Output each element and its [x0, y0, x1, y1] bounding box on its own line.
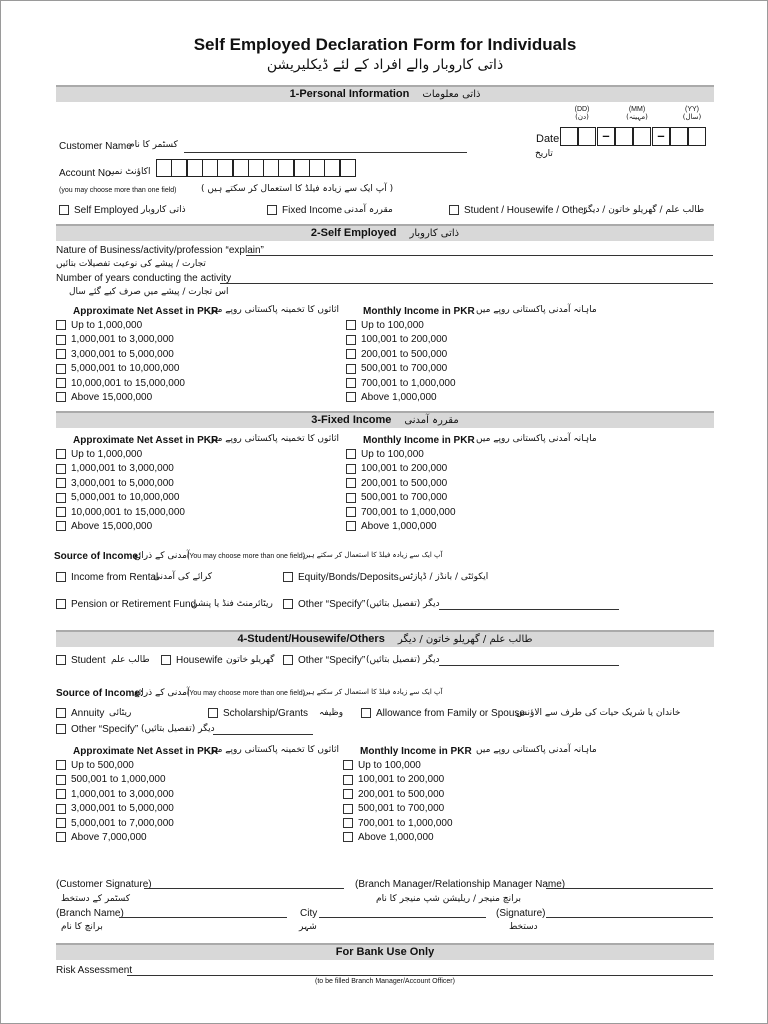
s3-income-title: Monthly Income in PKR [363, 435, 475, 446]
date-label: Date [536, 133, 560, 145]
checkbox[interactable] [346, 493, 356, 503]
checkbox[interactable] [56, 349, 66, 359]
option-label: 100,001 to 200,000 [358, 774, 445, 786]
checkbox[interactable] [56, 804, 66, 814]
risk-assessment-field[interactable] [127, 975, 713, 976]
section-1-header [56, 85, 714, 102]
checkbox[interactable] [56, 775, 66, 785]
income-range-option[interactable] [346, 492, 447, 504]
s3-income-title-urdu: ماہانہ آمدنی پاکستانی روپے میں [476, 434, 597, 444]
date-label-urdu: تاریخ [535, 149, 553, 159]
date-year-label: (YY) (سال) [682, 106, 702, 121]
checkbox[interactable] [56, 507, 66, 517]
option-label: 3,000,001 to 5,000,000 [71, 348, 174, 360]
checkbox[interactable] [346, 507, 356, 517]
date-cell[interactable] [578, 127, 596, 146]
s3-source-label-urdu: آمدنی کے ذرائع [134, 551, 190, 561]
date-cell[interactable] [633, 127, 651, 146]
option-label: 1,000,001 to 3,000,000 [71, 788, 174, 800]
option-label: 200,001 to 500,000 [358, 788, 445, 800]
checkbox[interactable] [56, 478, 66, 488]
section-4-title: 4-Student/Housewife/Others [237, 633, 385, 645]
checkbox[interactable] [56, 708, 66, 718]
customer-signature-urdu: کسٹمر کے دستخط [61, 894, 131, 904]
section-1-title: 1-Personal Information [289, 88, 410, 100]
asset-range-option[interactable] [56, 803, 174, 815]
account-number-cell[interactable] [309, 159, 325, 177]
checkbox[interactable] [56, 364, 66, 374]
checkbox[interactable] [346, 392, 356, 402]
asset-range-option[interactable] [56, 492, 179, 504]
checkbox[interactable] [208, 708, 218, 718]
option-label: 500,001 to 700,000 [358, 803, 445, 815]
date-separator: – [597, 127, 615, 146]
asset-range-option[interactable] [56, 392, 152, 404]
checkbox[interactable] [283, 599, 293, 609]
option-label: Up to 100,000 [361, 449, 424, 460]
bm-name-urdu: برانچ منیجر / ریلیشن شپ منیجر کا نام [376, 894, 522, 904]
s4-source-other[interactable]: Other “Specify” [56, 724, 138, 736]
account-no-label: Account No. [59, 168, 114, 179]
option-label: 500,001 to 1,000,000 [71, 774, 166, 786]
account-number-cell[interactable] [202, 159, 218, 177]
checkbox[interactable] [267, 205, 277, 215]
section-2-header [56, 224, 714, 241]
customer-name-field[interactable] [184, 152, 467, 153]
asset-range-option[interactable] [56, 334, 174, 346]
checkbox[interactable] [56, 572, 66, 582]
date-cell[interactable] [688, 127, 706, 146]
asset-range-option[interactable] [56, 320, 142, 332]
income-range-option[interactable] [346, 449, 424, 461]
checkbox[interactable] [449, 205, 459, 215]
income-range-option[interactable] [343, 789, 444, 801]
checkbox[interactable] [56, 392, 66, 402]
risk-assessment-label: Risk Assessment [56, 965, 133, 976]
asset-range-option[interactable] [56, 832, 147, 844]
checkbox[interactable] [346, 521, 356, 531]
s2-income-title: Monthly Income in PKR [363, 306, 475, 317]
option-self-employed[interactable]: Self Employed [59, 205, 138, 217]
branch-name-urdu: برانچ کا نام [61, 922, 103, 932]
bank-use-header [56, 943, 714, 960]
option-label: Up to 1,000,000 [71, 449, 143, 460]
checkbox[interactable] [343, 789, 353, 799]
option-label: 10,000,001 to 15,000,000 [71, 377, 185, 389]
option-label: 5,000,001 to 10,000,000 [71, 492, 180, 504]
option-label: Above 1,000,000 [361, 392, 437, 403]
checkbox[interactable] [346, 335, 356, 345]
multi-field-note-urdu: ( آپ ایک سے زیادہ فیلڈ کا استعمال کر سکتے ہیں ) [201, 184, 394, 194]
option-label: 700,001 to 1,000,000 [361, 377, 456, 389]
s3-source-pension[interactable]: Pension or Retirement Fund [56, 599, 196, 611]
s4-type-housewife[interactable]: Housewife [161, 655, 223, 667]
section-3-title: 3-Fixed Income [311, 414, 392, 426]
option-student-urdu: طالب علم / گھریلو خاتون / دیگر [583, 205, 705, 215]
asset-range-option[interactable] [56, 789, 174, 801]
option-label: 200,001 to 500,000 [361, 477, 448, 489]
option-label: Up to 100,000 [361, 320, 424, 331]
option-label: 10,000,001 to 15,000,000 [71, 506, 185, 518]
form-title: Self Employed Declaration Form for Individuals [193, 35, 577, 54]
income-range-option[interactable] [346, 478, 447, 490]
section-3-header [56, 411, 714, 428]
account-number-cell[interactable] [340, 159, 356, 177]
option-fixed-income-urdu: مقررہ آمدنی [344, 205, 393, 215]
section-2-title-urdu: ذاتی کاروبار [409, 228, 460, 239]
checkbox[interactable] [343, 832, 353, 842]
checkbox[interactable] [56, 521, 66, 531]
bm-name-label: (Branch Manager/Relationship Manager Name) [355, 879, 566, 890]
section-2-title: 2-Self Employed [310, 227, 397, 239]
income-range-option[interactable] [343, 832, 434, 844]
checkbox[interactable] [56, 789, 66, 799]
option-label: Above 15,000,000 [71, 392, 153, 403]
income-range-option[interactable] [343, 818, 453, 830]
income-range-option[interactable] [346, 334, 447, 346]
s4-type-housewife-urdu: گھریلو خاتون [226, 655, 275, 665]
bm-name-field[interactable] [546, 888, 713, 889]
income-range-option[interactable] [346, 320, 424, 332]
s4-income-title-urdu: ماہانہ آمدنی پاکستانی روپے میں [476, 745, 597, 755]
s4-other-specify-field[interactable] [439, 665, 619, 666]
checkbox[interactable] [56, 818, 66, 828]
customer-signature-field[interactable] [144, 888, 344, 889]
account-number-cell[interactable] [263, 159, 279, 177]
s3-source-pension-urdu: ریٹائرمنٹ فنڈ یا پنشن [191, 599, 273, 609]
customer-signature-label: (Customer Signature) [56, 879, 152, 890]
checkbox[interactable] [346, 320, 356, 330]
account-number-cell[interactable] [156, 159, 172, 177]
income-range-option[interactable] [346, 378, 456, 390]
s3-asset-title: Approximate Net Asset in PKR [73, 435, 219, 446]
s4-asset-title-urdu: اثاثوں کا تخمینہ پاکستانی روپے میں [208, 745, 339, 755]
checkbox[interactable] [343, 804, 353, 814]
option-label: 5,000,001 to 10,000,000 [71, 363, 180, 375]
signature-urdu: دستخط [509, 922, 538, 932]
checkbox[interactable] [56, 493, 66, 503]
form-subtitle-urdu: ذاتی کاروبار والے افراد کے لئے ڈیکلیریشن [266, 57, 504, 73]
checkbox[interactable] [56, 378, 66, 388]
option-student-housewife-other[interactable]: Student / Housewife / Other [449, 205, 587, 217]
option-label: Above 7,000,000 [71, 832, 147, 843]
s4-source-scholarship[interactable]: Scholarship/Grants [208, 708, 308, 720]
option-label: Up to 500,000 [71, 760, 134, 771]
date-separator: – [652, 127, 670, 146]
income-range-option[interactable] [346, 392, 437, 404]
checkbox[interactable] [346, 449, 356, 459]
s4-type-other[interactable]: Other “Specify” [283, 655, 365, 667]
option-label: 500,001 to 700,000 [361, 363, 448, 375]
asset-range-option[interactable] [56, 378, 185, 390]
date-month-label: (MM) (مہینہ) [626, 106, 648, 121]
checkbox[interactable] [56, 760, 66, 770]
option-label: 100,001 to 200,000 [361, 334, 448, 346]
s3-source-note-urdu: آپ ایک سے زیادہ فیلڈ کا استعمال کر سکتے ہیں [303, 551, 443, 559]
date-day-label: (DD) (دن) [574, 106, 590, 121]
option-label: 100,001 to 200,000 [361, 463, 448, 475]
asset-range-option[interactable] [56, 463, 174, 475]
option-label: 500,001 to 700,000 [361, 492, 448, 504]
checkbox[interactable] [361, 708, 371, 718]
asset-range-option[interactable] [56, 363, 179, 375]
s2-asset-title-urdu: اثاثوں کا تخمینہ پاکستانی روپے میں [208, 305, 339, 315]
checkbox[interactable] [343, 818, 353, 828]
multi-field-note: (you may choose more than one field) [59, 187, 177, 194]
signature-field[interactable] [546, 917, 713, 918]
years-activity-label: Number of years conducting the activity [56, 273, 232, 284]
option-fixed-income[interactable]: Fixed Income [267, 205, 342, 217]
income-range-option[interactable] [346, 507, 456, 519]
s3-source-equity[interactable]: Equity/Bonds/Deposits [283, 572, 399, 584]
asset-range-option[interactable] [56, 349, 174, 361]
asset-range-option[interactable] [56, 818, 174, 830]
s3-source-label: Source of Income: [54, 551, 142, 562]
city-label: City [300, 908, 318, 919]
account-number-cell[interactable] [294, 159, 310, 177]
date-cell[interactable] [560, 127, 578, 146]
signature-label: (Signature) [496, 908, 546, 919]
s4-source-note: (You may choose more than one field) [187, 690, 306, 697]
s3-asset-title-urdu: اثاثوں کا تخمینہ پاکستانی روپے میں [208, 434, 339, 444]
income-range-option[interactable] [346, 521, 437, 533]
checkbox[interactable] [56, 724, 66, 734]
section-1-title-urdu: ذاتی معلومات [422, 89, 481, 100]
checkbox[interactable] [346, 378, 356, 388]
s4-source-annuity[interactable]: Annuity [56, 708, 104, 720]
account-number-cell[interactable] [324, 159, 340, 177]
income-range-option[interactable] [343, 803, 444, 815]
s2-income-title-urdu: ماہانہ آمدنی پاکستانی روپے میں [476, 305, 597, 315]
s3-source-other-urdu: دیگر (تفصیل بتائیں) [366, 599, 440, 609]
s4-source-other-urdu: دیگر (تفصیل بتائیں) [141, 724, 215, 734]
s4-source-allowance-urdu: خاندان یا شریک حیات کی طرف سے الاؤنس [516, 708, 681, 718]
option-self-employed-urdu: ذاتی کاروبار [141, 205, 186, 215]
s3-source-other[interactable]: Other “Specify” [283, 599, 365, 611]
checkbox[interactable] [56, 320, 66, 330]
s4-source-label-urdu: آمدنی کے ذرائع [134, 688, 190, 698]
s4-asset-title: Approximate Net Asset in PKR [73, 746, 219, 757]
asset-range-option[interactable] [56, 774, 166, 786]
checkbox[interactable] [346, 364, 356, 374]
s4-source-note-urdu: آپ ایک سے زیادہ فیلڈ کا استعمال کر سکتے ہیں [303, 688, 443, 696]
option-label: 3,000,001 to 5,000,000 [71, 477, 174, 489]
account-number-cell[interactable] [278, 159, 294, 177]
income-range-option[interactable] [343, 774, 444, 786]
s4-source-scholarship-urdu: وظیفہ [319, 708, 344, 718]
income-range-option[interactable] [343, 760, 421, 772]
option-label: 700,001 to 1,000,000 [358, 817, 453, 829]
option-label: Above 15,000,000 [71, 521, 153, 532]
checkbox[interactable] [59, 205, 69, 215]
checkbox[interactable] [343, 760, 353, 770]
checkbox[interactable] [56, 464, 66, 474]
city-field[interactable] [319, 917, 486, 918]
s4-income-title: Monthly Income in PKR [360, 746, 472, 757]
branch-name-label: (Branch Name) [56, 908, 124, 919]
s4-source-annuity-urdu: ریٹائی [109, 708, 132, 718]
checkbox[interactable] [56, 655, 66, 665]
account-number-cell[interactable] [248, 159, 264, 177]
s2-asset-title: Approximate Net Asset in PKR [73, 306, 219, 317]
s3-source-equity-urdu: ایکوئٹی / بانڈز / ڈپازٹس [399, 572, 489, 582]
checkbox[interactable] [343, 775, 353, 785]
checkbox[interactable] [283, 572, 293, 582]
bank-use-title: For Bank Use Only [335, 946, 435, 958]
checkbox[interactable] [56, 449, 66, 459]
checkbox[interactable] [56, 335, 66, 345]
section-4-title-urdu: طالب علم / گھریلو خاتون / دیگر [397, 634, 533, 645]
customer-name-label: Customer Name [59, 141, 132, 152]
account-number-cell[interactable] [217, 159, 233, 177]
checkbox[interactable] [56, 599, 66, 609]
option-label: 3,000,001 to 5,000,000 [71, 803, 174, 815]
s3-source-note: (You may choose more than one field) [187, 553, 306, 560]
option-label: 1,000,001 to 3,000,000 [71, 334, 174, 346]
account-number-cell[interactable] [171, 159, 187, 177]
nature-of-business-urdu: تجارت / پیشے کی نوعیت تفصیلات بتائیں [56, 259, 206, 269]
income-range-option[interactable] [346, 349, 447, 361]
asset-range-option[interactable] [56, 478, 174, 490]
years-activity-field[interactable] [220, 283, 713, 284]
s4-source-other-field[interactable] [213, 734, 313, 735]
checkbox[interactable] [56, 832, 66, 842]
checkbox[interactable] [283, 655, 293, 665]
date-cell[interactable] [615, 127, 633, 146]
account-number-cell[interactable] [187, 159, 203, 177]
nature-of-business-field[interactable] [246, 255, 713, 256]
date-cell[interactable] [670, 127, 688, 146]
asset-range-option[interactable] [56, 760, 134, 772]
s4-source-label: Source of Income: [56, 688, 144, 699]
s3-source-rental[interactable]: Income from Rental [56, 572, 158, 584]
city-urdu: شہر [299, 922, 317, 932]
option-label: Up to 1,000,000 [71, 320, 143, 331]
s4-source-allowance[interactable]: Allowance from Family or Spouse [361, 708, 525, 720]
section-4-header [56, 630, 714, 647]
account-no-label-urdu: اکاؤنٹ نمبر [107, 167, 151, 177]
s3-other-specify-field[interactable] [439, 609, 619, 610]
option-label: 200,001 to 500,000 [361, 348, 448, 360]
asset-range-option[interactable] [56, 449, 142, 461]
option-label: Above 1,000,000 [358, 832, 434, 843]
income-range-option[interactable] [346, 363, 447, 375]
asset-range-option[interactable] [56, 521, 152, 533]
asset-range-option[interactable] [56, 507, 185, 519]
checkbox[interactable] [346, 349, 356, 359]
s3-source-rental-urdu: کرائے کی آمدنی [153, 572, 213, 582]
customer-name-label-urdu: کسٹمر کا نام [129, 140, 178, 150]
s4-type-student[interactable]: Student [56, 655, 105, 667]
bank-use-note: (to be filled Branch Manager/Account Officer) [315, 978, 455, 985]
checkbox[interactable] [161, 655, 171, 665]
s4-type-other-urdu: دیگر (تفصیل بتائیں) [366, 655, 440, 665]
checkbox[interactable] [346, 464, 356, 474]
years-activity-urdu: اس تجارت / پیشے میں صرف کیے گئے سال [69, 287, 229, 297]
option-label: 1,000,001 to 3,000,000 [71, 463, 174, 475]
checkbox[interactable] [346, 478, 356, 488]
account-number-cell[interactable] [233, 159, 249, 177]
section-3-title-urdu: مقررہ آمدنی [404, 415, 459, 426]
s4-type-student-urdu: طالب علم [111, 655, 150, 665]
option-label: 5,000,001 to 7,000,000 [71, 817, 174, 829]
option-label: 700,001 to 1,000,000 [361, 506, 456, 518]
option-label: Up to 100,000 [358, 760, 421, 771]
option-label: Above 1,000,000 [361, 521, 437, 532]
branch-name-field[interactable] [119, 917, 287, 918]
nature-of-business-label: Nature of Business/activity/profession “explain” [56, 245, 264, 256]
income-range-option[interactable] [346, 463, 447, 475]
